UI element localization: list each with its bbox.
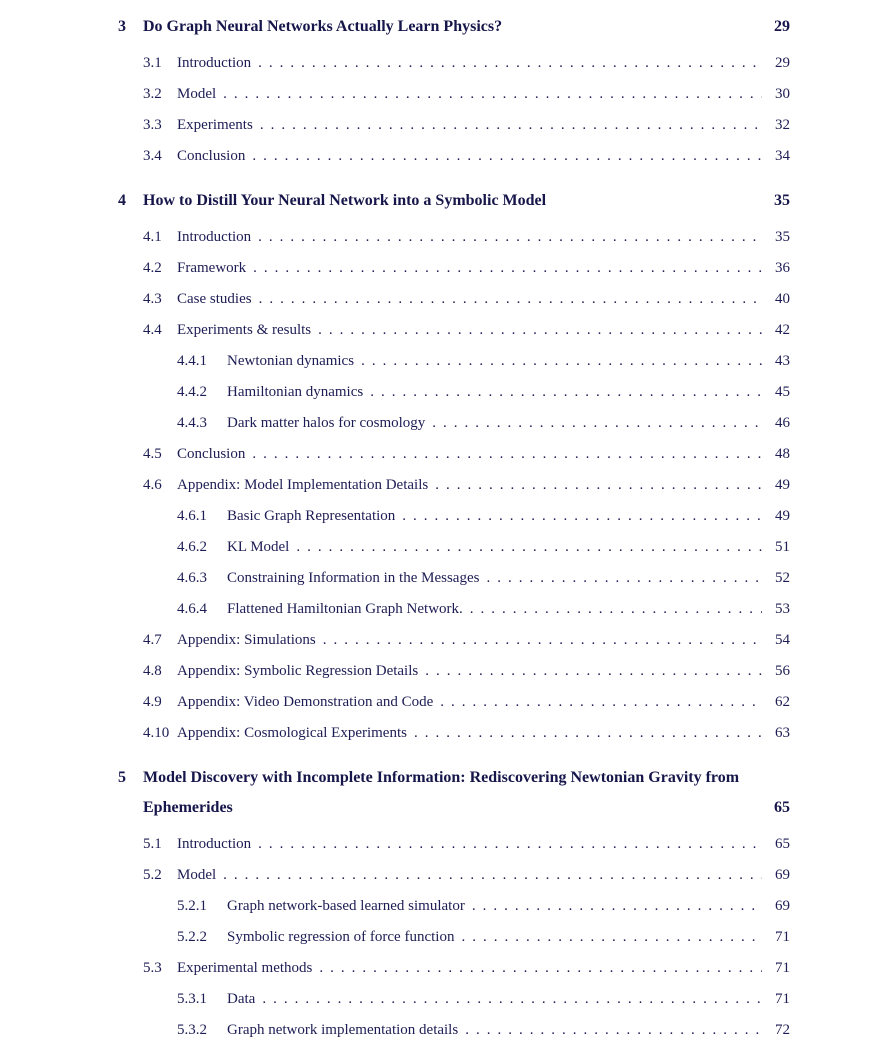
toc-entry[interactable] [118, 984, 790, 1015]
leader-dots [258, 48, 762, 79]
toc-chapter-heading[interactable] [118, 12, 790, 42]
toc-entry[interactable] [118, 625, 790, 656]
toc-entry[interactable] [118, 79, 790, 110]
leader-dots [440, 687, 762, 718]
entry-number: 5.2.1 [177, 898, 207, 914]
entry-page-number: 71 [775, 960, 790, 976]
chapter-page-number: 35 [774, 192, 790, 209]
chapter-title: Do Graph Neural Networks Actually Learn Physics? [143, 18, 503, 35]
entry-page-number: 69 [775, 898, 790, 914]
entry-number: 5.1 [143, 836, 162, 852]
entry-title: Data [227, 991, 256, 1007]
entry-number: 5.2 [143, 867, 162, 883]
leader-dots [461, 922, 762, 953]
leader-dots [296, 532, 762, 563]
entry-page-number: 49 [775, 477, 790, 493]
entry-page-number: 71 [775, 929, 790, 945]
entry-page-number: 45 [775, 384, 790, 400]
chapter-number: 3 [118, 18, 126, 35]
entry-title: Conclusion [177, 446, 246, 462]
toc-entry[interactable] [118, 48, 790, 79]
toc-entry[interactable] [118, 718, 790, 749]
leader-dots [432, 408, 762, 439]
entry-page-number: 36 [775, 260, 790, 276]
toc-entry[interactable] [118, 346, 790, 377]
entry-title: Dark matter halos for cosmology [227, 415, 426, 431]
entry-number: 4.6.4 [177, 601, 207, 617]
entry-title: Graph network implementation details [227, 1022, 459, 1038]
entry-page-number: 48 [775, 446, 790, 462]
entry-page-number: 30 [775, 86, 790, 102]
entry-title: Basic Graph Representation [227, 508, 396, 524]
entry-page-number: 34 [775, 148, 790, 164]
toc-entry[interactable] [118, 687, 790, 718]
entry-number: 4.5 [143, 446, 162, 462]
leader-dots [465, 1015, 762, 1046]
entry-title: Introduction [177, 55, 252, 71]
toc-chapter-heading[interactable] [118, 186, 790, 216]
leader-dots [414, 718, 762, 749]
leader-dots [260, 110, 762, 141]
entry-page-number: 32 [775, 117, 790, 133]
entry-number: 4.9 [143, 694, 162, 710]
entry-title: Case studies [177, 291, 252, 307]
entry-page-number: 46 [775, 415, 790, 431]
entry-title: Conclusion [177, 148, 246, 164]
toc-chapter-heading[interactable] [118, 763, 790, 823]
toc-chapters [118, 12, 790, 1046]
entry-title: Introduction [177, 229, 252, 245]
entry-number: 4.8 [143, 663, 162, 679]
entry-title: Experiments [177, 117, 253, 133]
toc-entry[interactable] [118, 110, 790, 141]
toc-entry[interactable] [118, 222, 790, 253]
entry-page-number: 29 [775, 55, 790, 71]
toc-entry[interactable] [118, 284, 790, 315]
leader-dots [223, 79, 762, 110]
entry-title: Symbolic regression of force function [227, 929, 455, 945]
entry-title: Model [177, 867, 217, 883]
entry-title: Experimental methods [177, 960, 313, 976]
entry-page-number: 40 [775, 291, 790, 307]
entry-number: 4.6.2 [177, 539, 207, 555]
entry-page-number: 51 [775, 539, 790, 555]
entry-number: 4.3 [143, 291, 162, 307]
leader-dots [318, 315, 762, 346]
leader-dots [223, 860, 762, 891]
entry-page-number: 42 [775, 322, 790, 338]
entry-number: 3.1 [143, 55, 162, 71]
toc-entry[interactable] [118, 594, 790, 625]
toc-chapter [118, 186, 790, 749]
entry-number: 3.2 [143, 86, 162, 102]
chapter-title: Model Discovery with Incomplete Information: Rediscovering Newtonian Gravity from Ephemerides [143, 769, 740, 816]
entry-title: Flattened Hamiltonian Graph Network. [227, 601, 463, 617]
leader-dots [262, 984, 762, 1015]
entry-page-number: 53 [775, 601, 790, 617]
entry-number: 4.6.1 [177, 508, 207, 524]
entry-number: 4.7 [143, 632, 162, 648]
entry-page-number: 52 [775, 570, 790, 586]
toc-entry[interactable] [118, 315, 790, 346]
entry-title: Appendix: Model Implementation Details [177, 477, 429, 493]
toc-entry[interactable] [118, 408, 790, 439]
entry-page-number: 56 [775, 663, 790, 679]
entry-page-number: 69 [775, 867, 790, 883]
entry-title: Newtonian dynamics [227, 353, 355, 369]
entry-number: 3.3 [143, 117, 162, 133]
entry-page-number: 72 [775, 1022, 790, 1038]
entry-number: 5.2.2 [177, 929, 207, 945]
entry-number: 4.6 [143, 477, 162, 493]
toc-entry[interactable] [118, 377, 790, 408]
toc-entry[interactable] [118, 953, 790, 984]
entry-title: Appendix: Symbolic Regression Details [177, 663, 419, 679]
entry-title: Appendix: Cosmological Experiments [177, 725, 407, 741]
toc-entry[interactable] [118, 891, 790, 922]
leader-dots [253, 253, 762, 284]
leader-dots [472, 891, 762, 922]
entry-number: 4.10 [143, 725, 170, 741]
chapter-number: 5 [118, 769, 126, 786]
leader-dots [402, 501, 762, 532]
entry-number: 5.3.2 [177, 1022, 207, 1038]
entry-page-number: 65 [775, 836, 790, 852]
toc-entry[interactable] [118, 860, 790, 891]
entry-page-number: 71 [775, 991, 790, 1007]
toc-entry[interactable] [118, 829, 790, 860]
entry-title: Graph network-based learned simulator [227, 898, 465, 914]
leader-dots [486, 563, 762, 594]
leader-dots [425, 656, 762, 687]
entry-page-number: 43 [775, 353, 790, 369]
chapter-page-number: 29 [774, 18, 790, 35]
entry-page-number: 35 [775, 229, 790, 245]
entry-page-number: 54 [775, 632, 790, 648]
entry-title: Experiments & results [177, 322, 312, 338]
toc-entry[interactable] [118, 501, 790, 532]
leader-dots [370, 377, 762, 408]
leader-dots [319, 953, 762, 984]
entry-title: Hamiltonian dynamics [227, 384, 364, 400]
leader-dots [252, 141, 762, 172]
leader-dots [435, 470, 762, 501]
leader-dots [361, 346, 762, 377]
entry-number: 5.3 [143, 960, 162, 976]
entry-page-number: 49 [775, 508, 790, 524]
entry-title: KL Model [227, 539, 290, 555]
entry-number: 4.1 [143, 229, 162, 245]
entry-title: Introduction [177, 836, 252, 852]
toc-chapter [118, 12, 790, 172]
toc-entry[interactable] [118, 439, 790, 470]
leader-dots [252, 439, 762, 470]
entry-title: Framework [177, 260, 247, 276]
toc-chapter [118, 763, 790, 1046]
leader-dots [259, 284, 762, 315]
toc-entry[interactable] [118, 141, 790, 172]
entry-title: Constraining Information in the Messages [227, 570, 480, 586]
leader-dots [470, 594, 762, 625]
toc-entry[interactable] [118, 253, 790, 284]
leader-dots [323, 625, 762, 656]
chapter-title: How to Distill Your Neural Network into a Symbolic Model [143, 192, 547, 209]
toc-entry[interactable] [118, 470, 790, 501]
chapter-page-number: 65 [774, 799, 790, 816]
entry-page-number: 63 [775, 725, 790, 741]
entry-title: Appendix: Simulations [177, 632, 316, 648]
chapter-number: 4 [118, 192, 126, 209]
entry-number: 4.2 [143, 260, 162, 276]
toc-entry[interactable] [118, 1015, 790, 1046]
toc-entry[interactable] [118, 922, 790, 953]
toc-entry[interactable] [118, 563, 790, 594]
entry-number: 3.4 [143, 148, 162, 164]
leader-dots [258, 222, 762, 253]
entry-number: 5.3.1 [177, 991, 207, 1007]
entry-number: 4.6.3 [177, 570, 207, 586]
toc-entry[interactable] [118, 656, 790, 687]
toc-entry[interactable] [118, 532, 790, 563]
entry-number: 4.4.2 [177, 384, 207, 400]
entry-number: 4.4.1 [177, 353, 207, 369]
entry-title: Appendix: Video Demonstration and Code [177, 694, 434, 710]
entry-number: 4.4 [143, 322, 162, 338]
entry-title: Model [177, 86, 217, 102]
entry-number: 4.4.3 [177, 415, 207, 431]
entry-page-number: 62 [775, 694, 790, 710]
leader-dots [258, 829, 762, 860]
